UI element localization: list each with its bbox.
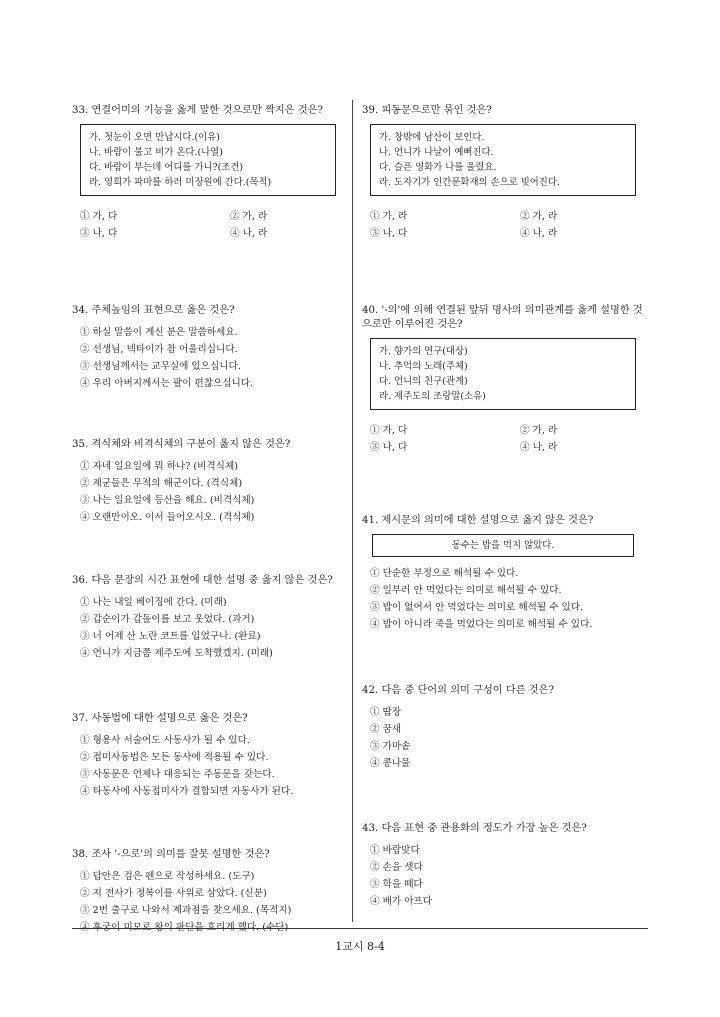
question-34: [72, 304, 344, 392]
option-2[interactable]: ② 가, 라: [520, 425, 558, 436]
box-line: 가. 첫눈이 오면 만납시다.(이유): [89, 132, 220, 143]
options-grid: [362, 208, 644, 242]
option-3[interactable]: ③ 나, 다: [80, 228, 118, 239]
option-4[interactable]: ④ 나, 라: [230, 228, 268, 239]
option-3[interactable]: ③ 2번 출구로 나와서 제과점을 찾으세요. (목적지): [80, 905, 292, 916]
question-title: 38. 조사 '-으로'의 의미를 잘못 설명한 것은?: [72, 849, 270, 860]
options-list: [72, 868, 344, 936]
option-2[interactable]: ② 일부러 안 먹었다는 의미로 해석될 수 있다.: [370, 585, 562, 596]
options-list: [72, 732, 344, 800]
option-1[interactable]: ① 바람맞다: [370, 845, 420, 856]
question-title: 34. 주체높임의 표현으로 옳은 것은?: [72, 305, 235, 316]
question-42: [362, 684, 644, 772]
question-title: 39. 피동문으로만 묶인 것은?: [362, 105, 492, 116]
question-38: [72, 848, 344, 936]
option-3[interactable]: ③ 학을 떼다: [370, 879, 423, 890]
option-1[interactable]: ① 땀장: [370, 707, 402, 718]
option-3[interactable]: ③ 나는 일요일에 등산을 해요. (비격식체): [80, 495, 255, 506]
question-title: 43. 다음 표현 중 관용화의 정도가 가장 높은 것은?: [362, 823, 587, 834]
example-box: [370, 124, 636, 196]
option-1[interactable]: ① 단순한 부정으로 해석될 수 있다.: [370, 568, 519, 579]
option-2[interactable]: ② 접미사동법은 모든 동사에 적용될 수 있다.: [80, 752, 269, 763]
option-3[interactable]: ③ 밥이 없어서 안 먹었다는 의미로 해석될 수 있다.: [370, 602, 584, 613]
page-number: 1교시 8-4: [335, 940, 385, 953]
option-3[interactable]: ③ 나, 다: [370, 228, 408, 239]
box-line: 다. 슬픈 영화가 나를 울렸요.: [379, 162, 497, 173]
option-2[interactable]: ② 선생님, 넥타이가 참 어울리십니다.: [80, 344, 238, 355]
option-4[interactable]: ④ 우리 아버지께서는 팔이 편찮으십니다.: [80, 378, 254, 389]
option-2[interactable]: ② 손을 셋다: [370, 862, 423, 873]
option-1[interactable]: ① 자네 일요일에 뭐 하나? (비격식체): [80, 461, 238, 472]
options-grid: [362, 422, 644, 456]
option-4[interactable]: ④ 오랜만이오. 이서 들어오시오. (격식체): [80, 512, 255, 523]
column-divider: [352, 100, 353, 922]
option-3[interactable]: ③ 나, 다: [370, 442, 408, 453]
option-1[interactable]: ① 가, 라: [370, 211, 408, 222]
options-list: [362, 565, 644, 633]
question-37: [72, 712, 344, 800]
question-43: [362, 822, 644, 910]
option-1[interactable]: ① 가, 다: [370, 425, 408, 436]
option-2[interactable]: ② 꿈새: [370, 724, 402, 735]
options-list: [362, 842, 644, 910]
footer-divider: [72, 928, 648, 929]
question-title: 36. 다음 문장의 시간 표현에 대한 설명 중 옳지 않은 것은?: [72, 575, 333, 586]
question-title: 41. 제시문의 의미에 대한 설명으로 옳지 않은 것은?: [362, 515, 594, 526]
box-line: 가. 향가의 연구(대상): [379, 346, 468, 357]
option-2[interactable]: ② 가, 라: [520, 211, 558, 222]
question-36: [72, 574, 344, 662]
box-line: 다. 바람이 부는데 어디를 가니?(조건): [89, 162, 244, 173]
options-list: [362, 704, 644, 772]
question-title: 33. 연결어미의 기능을 옳게 말한 것으로만 짝지은 것은?: [72, 105, 323, 116]
question-33: [72, 104, 344, 242]
options-list: [72, 458, 344, 526]
question-40: [362, 304, 644, 456]
box-line: 가. 창밖에 남산이 보인다.: [379, 132, 485, 143]
option-4[interactable]: ④ 밥이 아니라 죽을 먹었다는 의미로 해석될 수 있다.: [370, 619, 593, 630]
option-2[interactable]: ② 제군들은 무적의 해군이다. (격식체): [80, 478, 243, 489]
option-2[interactable]: ② 저 전사가 정복이를 사위로 삼았다. (신분): [80, 888, 267, 899]
options-grid: [72, 208, 344, 242]
option-2[interactable]: ② 가, 라: [230, 211, 268, 222]
question-35: [72, 438, 344, 526]
option-3[interactable]: ③ 사동문은 언제나 대응되는 주동문을 갖는다.: [80, 769, 275, 780]
option-4[interactable]: ④ 언니가 지금쯤 제주도에 도착했겠지. (미래): [80, 648, 273, 659]
option-1[interactable]: ① 나는 내일 베이징에 간다. (미래): [80, 597, 227, 608]
example-box: [370, 338, 636, 410]
question-title: 37. 사동법에 대한 설명으로 옳은 것은?: [72, 713, 248, 724]
box-line: 라. 영희가 파마를 하러 미장원에 간다.(목적): [89, 177, 272, 188]
option-3[interactable]: ③ 너 어제 산 노란 코트를 입었구나. (완료): [80, 631, 261, 642]
question-title: 40. '-의'에 의해 연결된 앞뒤 명사의 의미관계를 옳게 설명한 것으로만 이루어진 것은?: [362, 305, 643, 330]
box-line: 나. 바람이 불고 비가 온다.(나열): [89, 147, 223, 158]
question-41: [362, 514, 644, 633]
box-line: 나. 언니가 나날이 예뻐진다.: [379, 147, 494, 158]
option-2[interactable]: ② 갑순이가 갑돌이를 보고 웃었다. (과거): [80, 614, 255, 625]
option-4[interactable]: ④ 콩나물: [370, 758, 411, 769]
example-box: 동수는 밥을 먹지 않았다.: [372, 534, 634, 557]
example-box: [80, 124, 336, 196]
option-1[interactable]: ① 답안은 검은 펜으로 작성하세요. (도구): [80, 871, 255, 882]
option-4[interactable]: ④ 나, 라: [520, 442, 558, 453]
option-4[interactable]: ④ 타동사에 사동접미사가 결합되면 자동사가 된다.: [80, 786, 294, 797]
box-line: 라. 도자기가 인간문화재의 손으로 빚어진다.: [379, 177, 560, 188]
option-1[interactable]: ① 형용사 서술어도 사동사가 될 수 있다.: [80, 735, 250, 746]
options-list: [72, 594, 344, 662]
option-1[interactable]: ① 가, 다: [80, 211, 118, 222]
option-3[interactable]: ③ 가마솥: [370, 741, 411, 752]
box-line: 라. 제주도의 조랑말(소유): [379, 391, 486, 402]
option-4[interactable]: ④ 나, 라: [520, 228, 558, 239]
box-line: 나. 추억의 노래(주체): [379, 361, 468, 372]
option-4[interactable]: ④ 배가 아프다: [370, 896, 433, 907]
option-1[interactable]: ① 하실 말씀이 계신 분은 말씀하세요.: [80, 327, 238, 338]
question-39: [362, 104, 644, 242]
options-list: [72, 324, 344, 392]
question-title: 42. 다음 중 단어의 의미 구성이 다른 것은?: [362, 685, 554, 696]
question-title: 35. 격식체와 비격식체의 구분이 옳지 않은 것은?: [72, 439, 291, 450]
box-line: 다. 언니의 친구(관계): [379, 376, 468, 387]
option-3[interactable]: ③ 선생님께서는 교무실에 있으십니다.: [80, 361, 241, 372]
